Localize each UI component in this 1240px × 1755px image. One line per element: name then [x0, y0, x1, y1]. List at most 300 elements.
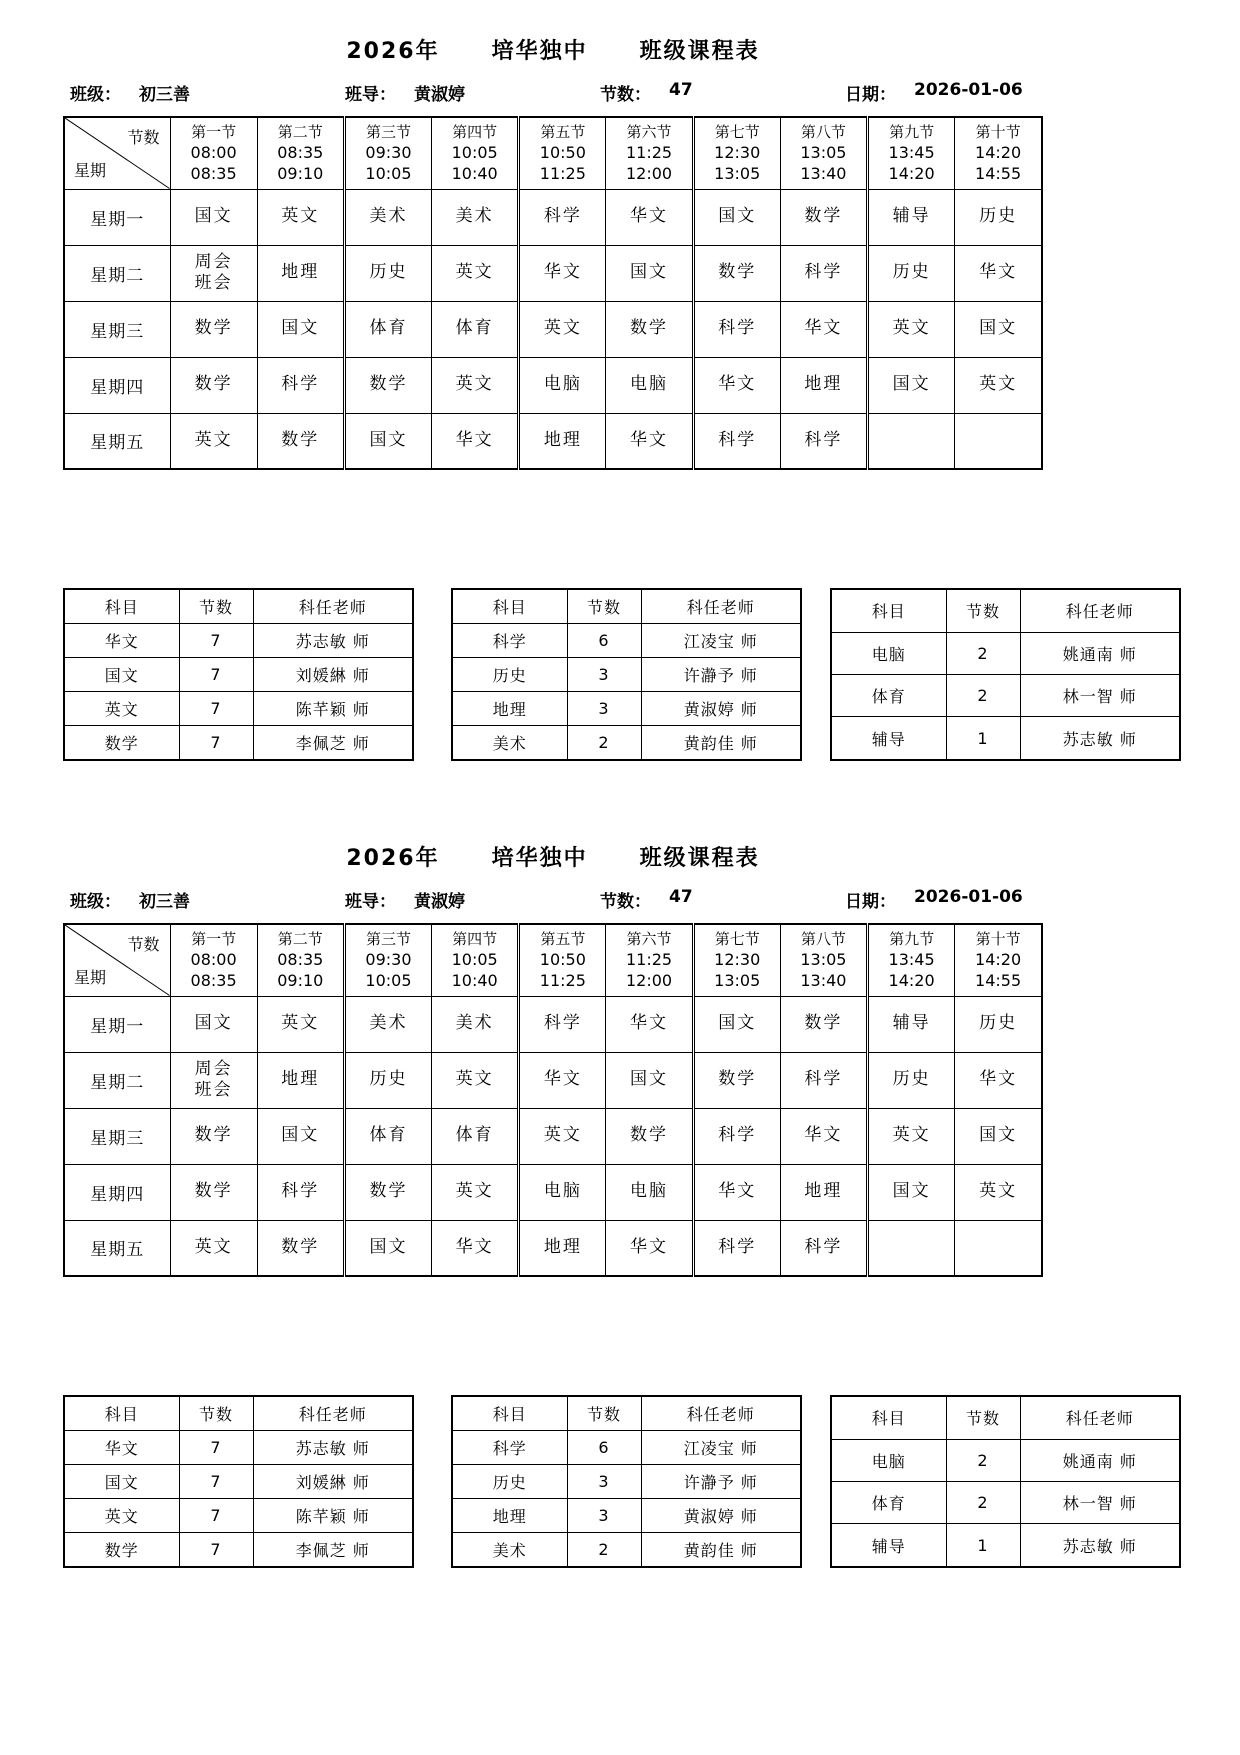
subject-col-header: 科目: [452, 589, 567, 624]
period-count-label: 节数：: [600, 85, 651, 105]
subject-cell: [432, 996, 519, 1052]
period-header: [519, 924, 606, 996]
period-end-time: 13:05: [714, 163, 761, 183]
subject-name: 电脑: [831, 632, 946, 674]
period-header: [780, 924, 867, 996]
period-name: 第五节: [540, 929, 586, 948]
teacher-table-header-row: [64, 1396, 413, 1431]
teacher-table: [830, 588, 1181, 761]
subject-line: 历史: [979, 1013, 1018, 1034]
subject-cell: [780, 996, 867, 1052]
period-name: 第一节: [191, 122, 237, 141]
homeroom-teacher-value: 黄淑婷: [414, 85, 465, 105]
subject-period-count: 7: [179, 1431, 253, 1465]
subject-name: 地理: [452, 1499, 567, 1533]
period-name: 第十节: [975, 929, 1021, 948]
period-name: 第六节: [626, 929, 672, 948]
title-year: 2026年: [346, 39, 440, 64]
teacher-name: 黄淑婷 师: [641, 1499, 801, 1533]
day-label: 星期五: [64, 1220, 170, 1276]
subject-line: 科学: [281, 1181, 320, 1202]
subject-line: 数学: [369, 374, 408, 395]
teacher-name: 黄淑婷 师: [641, 692, 801, 726]
teacher-row: [64, 624, 413, 658]
subject-line: 国文: [630, 1069, 669, 1090]
period-start-time: 14:20: [975, 142, 1022, 162]
teacher-col-header: 科任老师: [253, 1396, 413, 1431]
class-info: [70, 887, 190, 912]
teacher-row: [452, 1431, 801, 1465]
subject-cell: [257, 301, 344, 357]
period-header: [257, 924, 344, 996]
subject-period-count: 6: [567, 1431, 641, 1465]
period-name: 第三节: [365, 929, 411, 948]
subject-line: 数学: [194, 374, 233, 395]
subject-line: 体育: [369, 1125, 408, 1146]
teacher-col-header: 科任老师: [1020, 589, 1180, 632]
day-label: 星期五: [64, 413, 170, 469]
date-info: [845, 887, 1023, 912]
subject-line: 数学: [804, 1013, 843, 1034]
subject-line: 科学: [718, 1237, 757, 1258]
period-name: 第七节: [714, 122, 760, 141]
corner-weekday-label: 星期: [74, 967, 107, 987]
period-end-time: 13:05: [714, 970, 761, 990]
teacher-col-header: 科任老师: [253, 589, 413, 624]
subject-period-count: 2: [946, 1481, 1020, 1523]
class-info: [70, 80, 190, 105]
subject-period-count: 2: [567, 1533, 641, 1568]
teacher-name: 苏志敏 师: [253, 624, 413, 658]
subject-cell: [955, 301, 1042, 357]
corner-cell: [64, 924, 170, 996]
subject-cell: [606, 245, 693, 301]
period-start-time: 08:35: [277, 142, 324, 162]
subject-line: 历史: [369, 1069, 408, 1090]
subject-period-count: 7: [179, 624, 253, 658]
subject-line: 科学: [718, 1125, 757, 1146]
subject-name: 体育: [831, 674, 946, 716]
subject-period-count: 3: [567, 1465, 641, 1499]
subject-line: 英文: [979, 1181, 1018, 1202]
period-end-time: 10:05: [365, 970, 412, 990]
teacher-row: [452, 1499, 801, 1533]
subject-line: 国文: [369, 1237, 408, 1258]
period-start-time: 10:50: [539, 949, 586, 969]
title-doc: 班级课程表: [639, 39, 760, 64]
subject-line: 国文: [281, 1125, 320, 1146]
subject-period-count: 7: [179, 1465, 253, 1499]
subject-line: 华文: [718, 1181, 757, 1202]
period-header: [344, 924, 431, 996]
period-header: [606, 924, 693, 996]
period-end-time: 11:25: [539, 970, 586, 990]
subject-cell: [868, 1052, 955, 1108]
homeroom-teacher-info: [345, 80, 465, 105]
subject-name: 电脑: [831, 1439, 946, 1481]
subject-cell: [344, 1108, 431, 1164]
period-start-time: 11:25: [625, 142, 673, 162]
teacher-name: 林一智 师: [1020, 1481, 1180, 1523]
subject-cell: [257, 1052, 344, 1108]
period-header: [170, 924, 257, 996]
subject-line: 班会: [194, 1080, 233, 1100]
corner-periods-label: 节数: [127, 128, 160, 147]
subject-line: 历史: [369, 262, 408, 283]
period-start-time: 12:30: [714, 142, 761, 162]
period-end-time: 09:10: [277, 970, 324, 990]
period-name: 第九节: [889, 929, 935, 948]
period-count-label: 节数：: [600, 892, 651, 912]
subject-cell: [170, 301, 257, 357]
subject-cell: [868, 189, 955, 245]
class-value: 初三善: [139, 892, 190, 912]
subject-cell: [693, 245, 780, 301]
period-start-time: 13:05: [800, 142, 847, 162]
subject-cell: [780, 1052, 867, 1108]
subject-cell: [955, 1052, 1042, 1108]
day-label: 星期三: [64, 1108, 170, 1164]
subject-cell: [955, 357, 1042, 413]
subject-cell: [170, 1164, 257, 1220]
period-name: 第一节: [191, 929, 237, 948]
subject-name: 英文: [64, 692, 179, 726]
subject-line: 国文: [194, 1013, 233, 1034]
period-end-time: 12:00: [625, 163, 673, 183]
teacher-name: 李佩芝 师: [253, 1533, 413, 1568]
period-end-time: 14:55: [975, 163, 1022, 183]
period-start-time: 09:30: [365, 142, 412, 162]
teacher-row: [64, 1431, 413, 1465]
teacher-name: 陈芊颖 师: [253, 692, 413, 726]
subject-line: 华文: [630, 430, 669, 451]
subject-line: 英文: [543, 1125, 582, 1146]
subject-cell: [344, 1220, 431, 1276]
subject-line: 辅导: [892, 1013, 931, 1034]
period-end-time: 14:55: [975, 970, 1022, 990]
subject-period-count: 3: [567, 692, 641, 726]
teacher-row: [452, 624, 801, 658]
period-end-time: 10:40: [451, 163, 498, 183]
schedule-table: [63, 116, 1043, 470]
subject-cell: [780, 413, 867, 469]
subject-line: 国文: [718, 1013, 757, 1034]
schedule-sheet: [0, 0, 1240, 807]
subject-cell: [693, 357, 780, 413]
subject-name: 辅导: [831, 1524, 946, 1567]
period-header: [868, 924, 955, 996]
subject-line: 电脑: [630, 374, 669, 395]
subject-period-count: 3: [567, 1499, 641, 1533]
teacher-name: 李佩芝 师: [253, 726, 413, 761]
teacher-name: 苏志敏 师: [1020, 717, 1180, 760]
subject-line: 电脑: [543, 1181, 582, 1202]
subject-line: 数学: [281, 430, 320, 451]
teacher-table-header-row: [831, 589, 1180, 632]
day-row: [64, 189, 1042, 245]
subject-cell: [693, 1108, 780, 1164]
teacher-row: [452, 1465, 801, 1499]
subject-cell: [257, 413, 344, 469]
teacher-name: 陈芊颖 师: [253, 1499, 413, 1533]
period-start-time: 10:05: [451, 949, 498, 969]
subject-line: 数学: [718, 1069, 757, 1090]
teacher-table: [451, 1395, 802, 1568]
periods-col-header: 节数: [179, 1396, 253, 1431]
subject-line: 英文: [892, 318, 931, 339]
subject-name: 国文: [64, 1465, 179, 1499]
teacher-row: [452, 692, 801, 726]
subject-name: 英文: [64, 1499, 179, 1533]
teacher-row: [831, 1481, 1180, 1523]
subject-cell: [606, 301, 693, 357]
period-start-time: 12:30: [714, 949, 761, 969]
subject-cell: [780, 1164, 867, 1220]
subject-line: 科学: [804, 430, 843, 451]
subject-cell: [170, 413, 257, 469]
subject-cell: [519, 1052, 606, 1108]
day-label: 星期四: [64, 357, 170, 413]
subject-cell: [955, 1164, 1042, 1220]
corner-weekday-label: 星期: [74, 160, 107, 180]
subject-period-count: 6: [567, 624, 641, 658]
day-label: 星期二: [64, 1052, 170, 1108]
period-header: [606, 117, 693, 189]
period-name: 第十节: [975, 122, 1021, 141]
subject-line: 科学: [718, 430, 757, 451]
day-label: 星期二: [64, 245, 170, 301]
subject-period-count: 7: [179, 1533, 253, 1568]
period-end-time: 14:20: [888, 970, 935, 990]
teacher-table-header-row: [831, 1396, 1180, 1439]
teacher-row: [64, 1533, 413, 1568]
subject-cell: [693, 189, 780, 245]
period-name: 第二节: [277, 929, 323, 948]
subject-line: 国文: [718, 206, 757, 227]
subject-cell: [170, 189, 257, 245]
subject-cell: [606, 413, 693, 469]
subject-cell: [257, 1164, 344, 1220]
subject-name: 数学: [64, 726, 179, 761]
subject-cell: [257, 189, 344, 245]
subject-cell: [432, 301, 519, 357]
class-label: 班级：: [70, 892, 121, 912]
teacher-tables: [63, 1395, 1240, 1568]
period-name: 第三节: [365, 122, 411, 141]
subject-line: 华文: [455, 1237, 494, 1258]
subject-line: 地理: [804, 1181, 843, 1202]
period-name: 第六节: [626, 122, 672, 141]
periods-col-header: 节数: [567, 1396, 641, 1431]
subject-col-header: 科目: [831, 589, 946, 632]
period-name: 第九节: [889, 122, 935, 141]
day-label: 星期四: [64, 1164, 170, 1220]
subject-cell: [344, 1052, 431, 1108]
subject-period-count: 1: [946, 717, 1020, 760]
period-start-time: 10:50: [539, 142, 586, 162]
subject-name: 体育: [831, 1481, 946, 1523]
subject-line: 科学: [543, 1013, 582, 1034]
teacher-name: 姚通南 师: [1020, 1439, 1180, 1481]
subject-period-count: 2: [946, 674, 1020, 716]
period-header: [868, 117, 955, 189]
period-name: 第四节: [452, 122, 498, 141]
subject-cell: [868, 1164, 955, 1220]
subject-line: 数学: [630, 1125, 669, 1146]
subject-col-header: 科目: [64, 1396, 179, 1431]
subject-cell: [606, 1220, 693, 1276]
subject-line: 英文: [194, 430, 233, 451]
teacher-name: 黄韵佳 师: [641, 1533, 801, 1568]
subject-cell: [257, 996, 344, 1052]
subject-line: 电脑: [630, 1181, 669, 1202]
schedule-table: [63, 923, 1043, 1277]
subject-cell: [693, 1164, 780, 1220]
teacher-name: 黄韵佳 师: [641, 726, 801, 761]
period-count-value: 47: [669, 887, 693, 907]
subject-period-count: 3: [567, 658, 641, 692]
period-count-info: [600, 80, 693, 105]
subject-cell: [344, 413, 431, 469]
subject-cell: [868, 413, 955, 469]
subject-line: 英文: [979, 374, 1018, 395]
subject-cell: [519, 357, 606, 413]
subject-line: 数学: [369, 1181, 408, 1202]
day-row: [64, 1220, 1042, 1276]
teacher-col-header: 科任老师: [1020, 1396, 1180, 1439]
subject-cell: [344, 996, 431, 1052]
subject-cell: [170, 996, 257, 1052]
subject-name: 国文: [64, 658, 179, 692]
subject-line: 国文: [194, 206, 233, 227]
period-end-time: 10:40: [451, 970, 498, 990]
period-header: [432, 117, 519, 189]
date-info: [845, 80, 1023, 105]
period-end-time: 12:00: [625, 970, 673, 990]
teacher-row: [831, 717, 1180, 760]
period-name: 第二节: [277, 122, 323, 141]
subject-name: 美术: [452, 1533, 567, 1568]
subject-cell: [606, 1108, 693, 1164]
subject-line: 英文: [543, 318, 582, 339]
subject-cell: [519, 1164, 606, 1220]
teacher-col-header: 科任老师: [641, 589, 801, 624]
day-row: [64, 1052, 1042, 1108]
subject-line: 英文: [194, 1237, 233, 1258]
subject-period-count: 2: [946, 1439, 1020, 1481]
subject-cell: [257, 357, 344, 413]
subject-period-count: 2: [946, 632, 1020, 674]
period-name: 第五节: [540, 122, 586, 141]
subject-line: 地理: [804, 374, 843, 395]
subject-line: 华文: [979, 1069, 1018, 1090]
subject-line: 英文: [455, 1181, 494, 1202]
period-end-time: 11:25: [539, 163, 586, 183]
teacher-row: [831, 1439, 1180, 1481]
teacher-row: [452, 726, 801, 761]
subject-line: 体育: [455, 1125, 494, 1146]
subject-cell: [432, 357, 519, 413]
title-school: 培华独中: [491, 846, 588, 871]
period-name: 第七节: [714, 929, 760, 948]
subject-line: 辅导: [892, 206, 931, 227]
teacher-row: [64, 658, 413, 692]
period-end-time: 14:20: [888, 163, 935, 183]
subject-name: 数学: [64, 1533, 179, 1568]
subject-line: 英文: [892, 1125, 931, 1146]
subject-line: 国文: [892, 1181, 931, 1202]
subject-cell: [432, 1108, 519, 1164]
subject-line: 科学: [804, 262, 843, 283]
page-title: [63, 841, 1043, 872]
period-name: 第四节: [452, 929, 498, 948]
subject-line: 数学: [194, 1125, 233, 1146]
subject-line: 周会: [194, 1058, 233, 1079]
subject-cell: [170, 1220, 257, 1276]
subject-name: 地理: [452, 692, 567, 726]
subject-line: 历史: [892, 262, 931, 283]
subject-cell: [693, 996, 780, 1052]
subject-cell: [432, 413, 519, 469]
date-value: 2026-01-06: [914, 80, 1023, 100]
subject-line: 数学: [194, 318, 233, 339]
subject-cell: [170, 1052, 257, 1108]
day-row: [64, 1108, 1042, 1164]
period-start-time: 13:45: [888, 949, 935, 969]
subject-line: 华文: [630, 1013, 669, 1034]
subject-cell: [257, 245, 344, 301]
subject-line: 体育: [369, 318, 408, 339]
subject-period-count: 2: [567, 726, 641, 761]
period-header: [257, 117, 344, 189]
day-row: [64, 301, 1042, 357]
period-header: [170, 117, 257, 189]
teacher-name: 江凌宝 师: [641, 624, 801, 658]
subject-cell: [955, 245, 1042, 301]
subject-cell: [955, 1108, 1042, 1164]
teacher-name: 江凌宝 师: [641, 1431, 801, 1465]
period-start-time: 08:00: [190, 142, 237, 162]
teacher-name: 姚通南 师: [1020, 632, 1180, 674]
subject-cell: [780, 189, 867, 245]
period-start-time: 08:00: [190, 949, 237, 969]
teacher-row: [64, 726, 413, 761]
teacher-row: [64, 1465, 413, 1499]
subject-cell: [432, 189, 519, 245]
period-header: [519, 117, 606, 189]
subject-line: 数学: [194, 1181, 233, 1202]
period-header: [955, 924, 1042, 996]
subject-cell: [257, 1220, 344, 1276]
period-header: [693, 117, 780, 189]
subject-line: 国文: [892, 374, 931, 395]
title-doc: 班级课程表: [639, 846, 760, 871]
period-start-time: 13:45: [888, 142, 935, 162]
subject-line: 华文: [455, 430, 494, 451]
subject-period-count: 7: [179, 1499, 253, 1533]
subject-cell: [344, 357, 431, 413]
teacher-name: 刘媛綝 师: [253, 658, 413, 692]
period-start-time: 13:05: [800, 949, 847, 969]
subject-line: 国文: [979, 318, 1018, 339]
period-start-time: 08:35: [277, 949, 324, 969]
period-start-time: 09:30: [365, 949, 412, 969]
day-row: [64, 413, 1042, 469]
subject-cell: [780, 1220, 867, 1276]
subject-cell: [868, 996, 955, 1052]
teacher-name: 林一智 师: [1020, 674, 1180, 716]
period-header: [955, 117, 1042, 189]
